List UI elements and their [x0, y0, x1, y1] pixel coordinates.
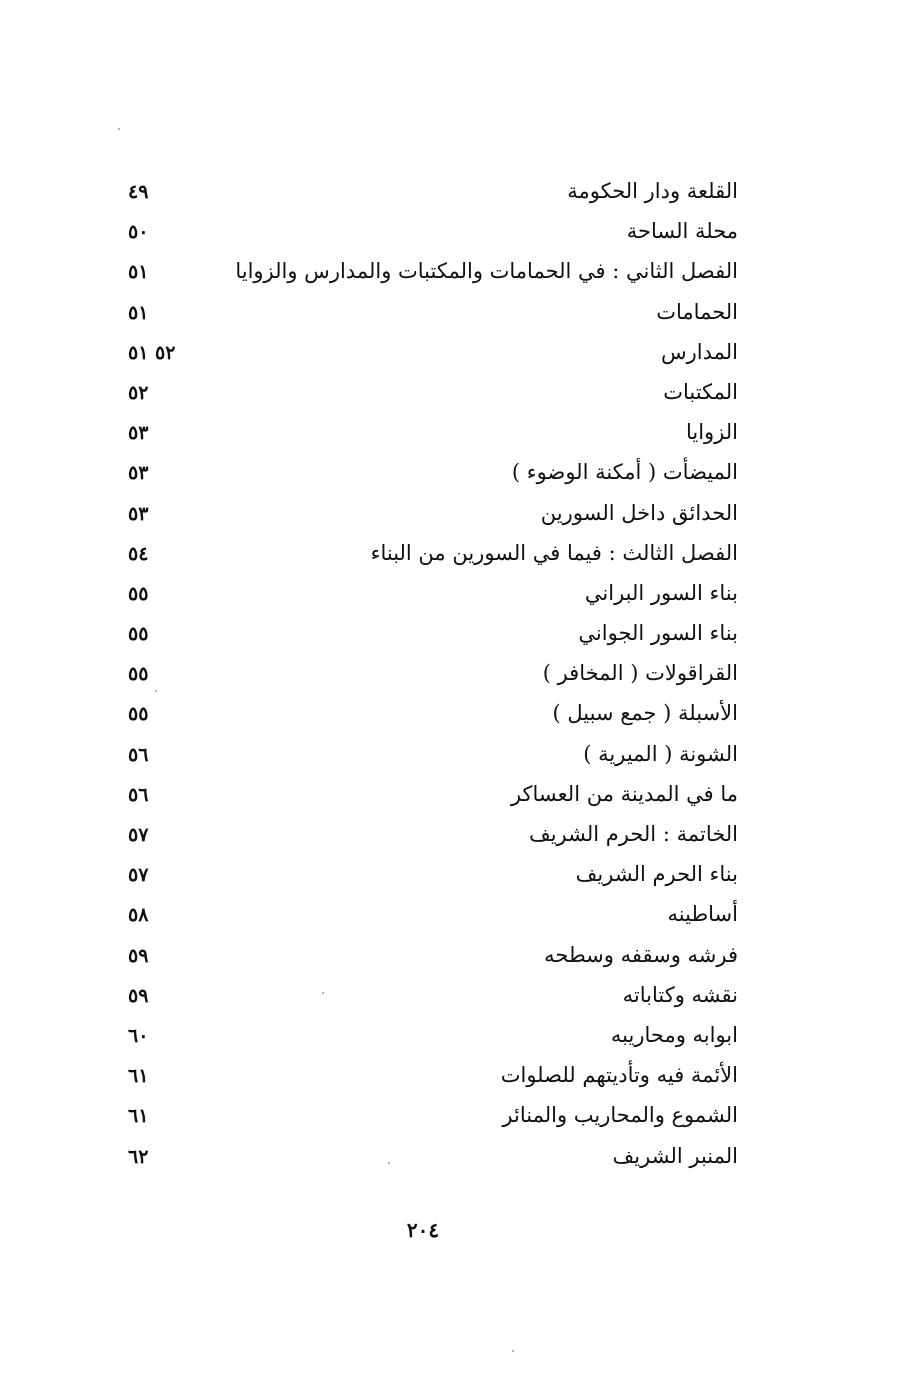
- toc-entry: [120, 534, 738, 574]
- toc-entry: [120, 333, 738, 373]
- toc-entry-page: ٥٥: [128, 703, 149, 726]
- toc-entry-title: الحدائق داخل السورين: [540, 500, 738, 525]
- toc-entry-page: ٥٣: [128, 462, 149, 485]
- toc-entry-title: الخاتمة : الحرم الشريف: [528, 822, 738, 846]
- toc-entry-page: ٥١: [128, 261, 149, 284]
- toc-entry-page: ٥١: [128, 301, 149, 324]
- toc-entry: [120, 494, 738, 534]
- toc-entry: [120, 453, 738, 493]
- toc-entry: [120, 694, 738, 734]
- toc-entry-page: ٥٨: [128, 904, 149, 927]
- toc-entry-title: المنبر الشريف: [612, 1143, 738, 1168]
- toc-entry-title: فرشه وسقفه وسطحه: [544, 942, 738, 967]
- page-number: ٢٠٤: [406, 1218, 440, 1242]
- toc-entry: [120, 855, 738, 895]
- toc-entry-page: ٥٦: [128, 743, 149, 766]
- toc-entry: [120, 1016, 738, 1056]
- scan-speck: [118, 128, 120, 130]
- toc-entry-title: الفصل الثالث : فيما في السورين من البناء: [370, 540, 738, 565]
- toc-entry-title: القلعة ودار الحكومة: [567, 179, 738, 203]
- toc-entry-page: ٥٥: [128, 663, 149, 686]
- toc-entry-page: ٦١: [128, 1065, 149, 1088]
- toc-entry: [120, 574, 738, 614]
- toc-entry-page: ٥٣: [128, 422, 149, 445]
- toc-entry-title: نقشه وكتاباته: [622, 982, 738, 1007]
- scan-speck: [512, 1350, 514, 1352]
- scan-speck: [388, 1162, 390, 1164]
- toc-entry-page: ٥٠: [128, 221, 149, 244]
- toc-entry: [120, 775, 738, 815]
- toc-entry-page: ٥٧: [128, 824, 149, 846]
- toc-entry-page: ٥٩: [128, 984, 149, 1007]
- toc-entry: [120, 413, 738, 453]
- toc-entry-title: المكتبات: [663, 379, 738, 404]
- toc-entry-title: الشونة ( الميرية ): [583, 741, 738, 766]
- toc-entry-title: ما في المدينة من العساكر: [510, 781, 738, 806]
- toc-entry-title: المدارس: [660, 339, 738, 364]
- toc-entry-title: بناء السور البراني: [584, 580, 738, 605]
- toc-entry-page: ٥٢: [128, 381, 149, 404]
- toc-entry-page: ٤٩: [128, 181, 149, 203]
- toc-entry: [120, 936, 738, 976]
- toc-entry: [120, 252, 738, 292]
- table-of-contents: [120, 172, 738, 1177]
- toc-entry-page: ٦٠: [128, 1024, 149, 1047]
- toc-entry: [120, 895, 738, 935]
- toc-entry-page: ٥٦: [128, 783, 149, 806]
- toc-entry: [120, 293, 738, 333]
- toc-entry-title: محلة الساحة: [626, 219, 738, 244]
- toc-entry: [120, 373, 738, 413]
- toc-entry: [120, 815, 738, 855]
- toc-entry-title: الأئمة فيه وتأديتهم للصلوات: [500, 1063, 738, 1088]
- toc-entry: [120, 654, 738, 694]
- toc-entry-title: الحمامات: [656, 299, 738, 324]
- toc-entry-title: ابوابه ومحاريبه: [610, 1022, 738, 1047]
- toc-entry-page: ٥٥: [128, 582, 149, 605]
- toc-entry-title: بناء الحرم الشريف: [575, 862, 738, 887]
- toc-entry-page: ٥٩: [128, 944, 149, 967]
- toc-entry-page: ٥٣: [128, 502, 149, 525]
- toc-entry: [120, 1096, 738, 1136]
- toc-entry: [120, 172, 738, 212]
- toc-entry-title: بناء السور الجواني: [578, 621, 738, 646]
- toc-entry-page: ٥٤: [128, 542, 149, 565]
- toc-entry-page: ٥٢ ٥١: [128, 341, 176, 364]
- toc-entry-page: ٥٧: [128, 864, 149, 887]
- toc-entry-title: أساطينه: [667, 902, 738, 927]
- toc-entry: [120, 212, 738, 252]
- toc-entry-title: الميضأت ( أمكنة الوضوء ): [511, 460, 738, 485]
- toc-entry-title: القراقولات ( المخافر ): [542, 661, 738, 686]
- scan-speck: [155, 690, 157, 692]
- toc-entry: [120, 614, 738, 654]
- toc-entry-title: الأسبلة ( جمع سبيل ): [552, 701, 738, 726]
- toc-entry: [120, 976, 738, 1016]
- toc-entry-page: ٦١: [128, 1105, 149, 1128]
- toc-entry-title: الزوايا: [685, 420, 738, 445]
- scan-speck: [322, 992, 324, 994]
- toc-entry: [120, 1056, 738, 1096]
- toc-entry-title: الفصل الثاني : في الحمامات والمكتبات والمدارس والزوايا: [235, 259, 738, 284]
- toc-entry: [120, 1137, 738, 1177]
- toc-entry-page: ٦٢: [128, 1145, 149, 1168]
- toc-entry-page: ٥٥: [128, 623, 149, 646]
- toc-entry-title: الشموع والمحاريب والمنائر: [502, 1103, 738, 1128]
- toc-entry: [120, 735, 738, 775]
